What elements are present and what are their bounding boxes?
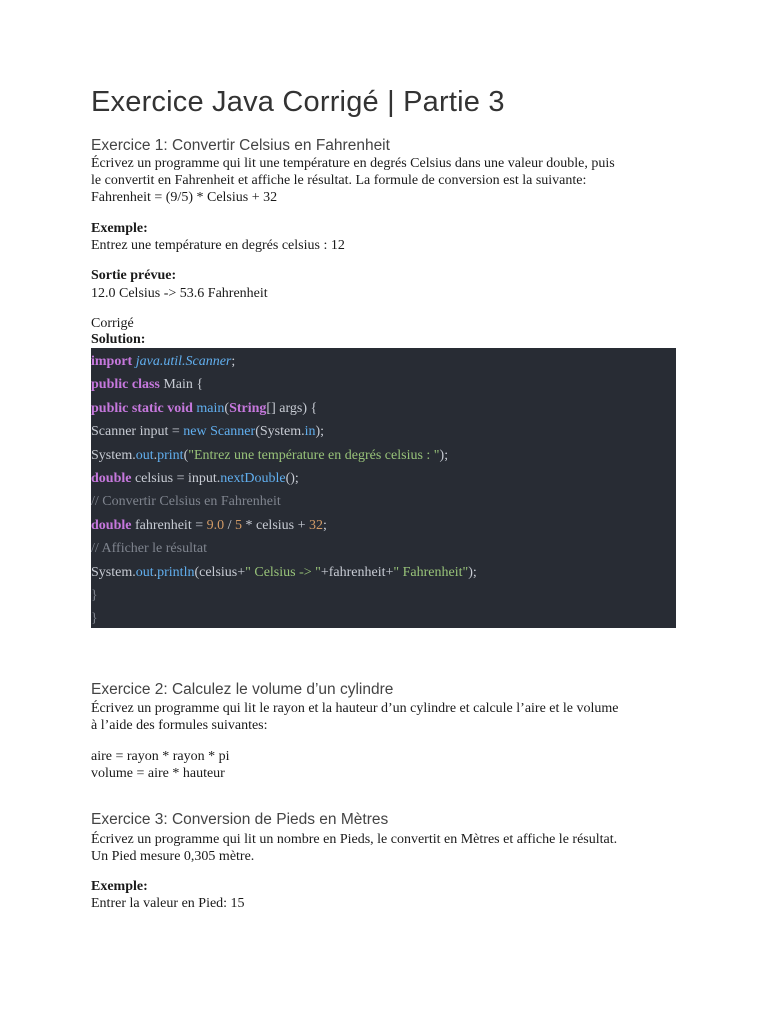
code-keyword: public class	[91, 377, 160, 393]
code-text: * celsius +	[242, 517, 309, 533]
code-brace: }	[91, 611, 98, 627]
code-field: in	[304, 424, 316, 440]
code-function: nextDouble	[220, 470, 286, 486]
exercise-2-statement	[91, 700, 679, 734]
exercise-1-example-label: Exemple:	[91, 221, 148, 236]
code-line	[91, 467, 676, 490]
exercise-1-output-text: 12.0 Celsius -> 53.6 Fahrenheit	[91, 286, 268, 301]
exercise-2-formulas	[91, 748, 679, 782]
code-line	[91, 373, 676, 396]
code-string: " Fahrenheit"	[393, 564, 469, 580]
exercise-3-line-2: Un Pied mesure 0,305 mètre.	[91, 849, 255, 864]
code-text: (System.	[255, 424, 305, 440]
code-punctuation: (	[183, 447, 189, 463]
exercise-3-line-1: Écrivez un programme qui lit un nombre en Pieds, le convertit en Mètres et affiche le résultat.	[91, 832, 618, 847]
exercise-1-output-label: Sortie prévue:	[91, 268, 177, 283]
code-keyword: new	[183, 424, 207, 440]
code-text: +fahrenheit+	[320, 564, 394, 580]
code-line	[91, 514, 676, 537]
code-line	[91, 584, 676, 607]
code-function: print	[157, 447, 184, 463]
exercise-3-example-text: Entrer la valeur en Pied: 15	[91, 896, 245, 911]
page-title: Exercice Java Corrigé | Partie 3	[91, 86, 505, 118]
code-number: 32	[309, 517, 323, 533]
solution-label: Solution:	[91, 332, 146, 347]
code-text: Main {	[159, 377, 204, 393]
exercise-2-formula-2: volume = aire * hauteur	[91, 766, 225, 781]
code-punctuation: .	[153, 447, 158, 463]
exercise-2-line-2: à l’aide des formules suivantes:	[91, 718, 268, 733]
exercise-1-example-text: Entrez une température en degrés celsius : 12	[91, 238, 345, 253]
code-punctuation: );	[315, 424, 325, 440]
code-punctuation: (	[224, 400, 230, 416]
code-keyword: public static void	[91, 400, 193, 416]
exercise-3-statement	[91, 831, 679, 865]
code-field: out	[135, 447, 154, 463]
exercise-1-heading: Exercice 1: Convertir Celsius en Fahrenheit	[91, 137, 390, 154]
code-punctuation: );	[439, 447, 449, 463]
exercise-3-example-label: Exemple:	[91, 879, 148, 894]
code-line	[91, 444, 676, 467]
code-line	[91, 490, 676, 513]
exercise-3-heading: Exercice 3: Conversion de Pieds en Mètres	[91, 811, 389, 828]
code-number: 5	[235, 517, 242, 533]
corrige-label: Corrigé	[91, 316, 134, 331]
code-line	[91, 607, 676, 630]
code-class: Scanner	[206, 424, 256, 440]
code-comment: // Convertir Celsius en Fahrenheit	[91, 494, 281, 510]
code-text: System.	[91, 447, 136, 463]
code-text: celsius = input.	[131, 470, 221, 486]
code-line	[91, 350, 676, 373]
code-punctuation: ;	[323, 517, 327, 533]
code-block	[91, 348, 676, 628]
code-string: " Celsius -> "	[245, 564, 321, 580]
code-keyword: double	[91, 470, 132, 486]
code-line	[91, 397, 676, 420]
code-type: String	[229, 400, 267, 416]
code-punctuation: ;	[231, 354, 236, 369]
code-punctuation: .	[153, 564, 158, 580]
exercise-1-line-2: le convertit en Fahrenheit et affiche le résultat. La formule de conversion est la suivante:	[91, 173, 587, 188]
code-keyword: import	[91, 354, 133, 369]
exercise-2-formula-1: aire = rayon * rayon * pi	[91, 749, 230, 764]
exercise-1-statement	[91, 155, 679, 206]
code-function: main	[192, 400, 225, 416]
code-text: System.	[91, 564, 136, 580]
code-punctuation: ();	[285, 470, 299, 486]
code-text: fahrenheit =	[131, 517, 207, 533]
code-line	[91, 420, 676, 443]
code-punctuation: );	[468, 564, 477, 580]
exercise-1-formula: Fahrenheit = (9/5) * Celsius + 32	[91, 190, 278, 205]
exercise-2-heading: Exercice 2: Calculez le volume d’un cylindre	[91, 681, 394, 698]
code-line	[91, 537, 676, 560]
code-text: Scanner input =	[91, 424, 184, 440]
code-brace: }	[91, 587, 98, 603]
code-text: (celsius+	[194, 564, 246, 580]
code-string: "Entrez une température en degrés celsius : "	[188, 447, 440, 463]
code-package: java.util.Scanner	[132, 354, 232, 369]
code-function: println	[157, 564, 195, 580]
exercise-1-line-1: Écrivez un programme qui lit une température en degrés Celsius dans une valeur double, puis	[91, 156, 615, 171]
code-text: /	[224, 517, 235, 533]
code-keyword: double	[91, 517, 132, 533]
code-number: 9.0	[206, 517, 225, 533]
code-text: [] args) {	[266, 400, 318, 416]
code-field: out	[135, 564, 154, 580]
code-comment: // Afficher le résultat	[91, 541, 207, 557]
code-line	[91, 561, 676, 584]
exercise-2-line-1: Écrivez un programme qui lit le rayon et la hauteur d’un cylindre et calcule l’aire et le volume	[91, 701, 619, 716]
